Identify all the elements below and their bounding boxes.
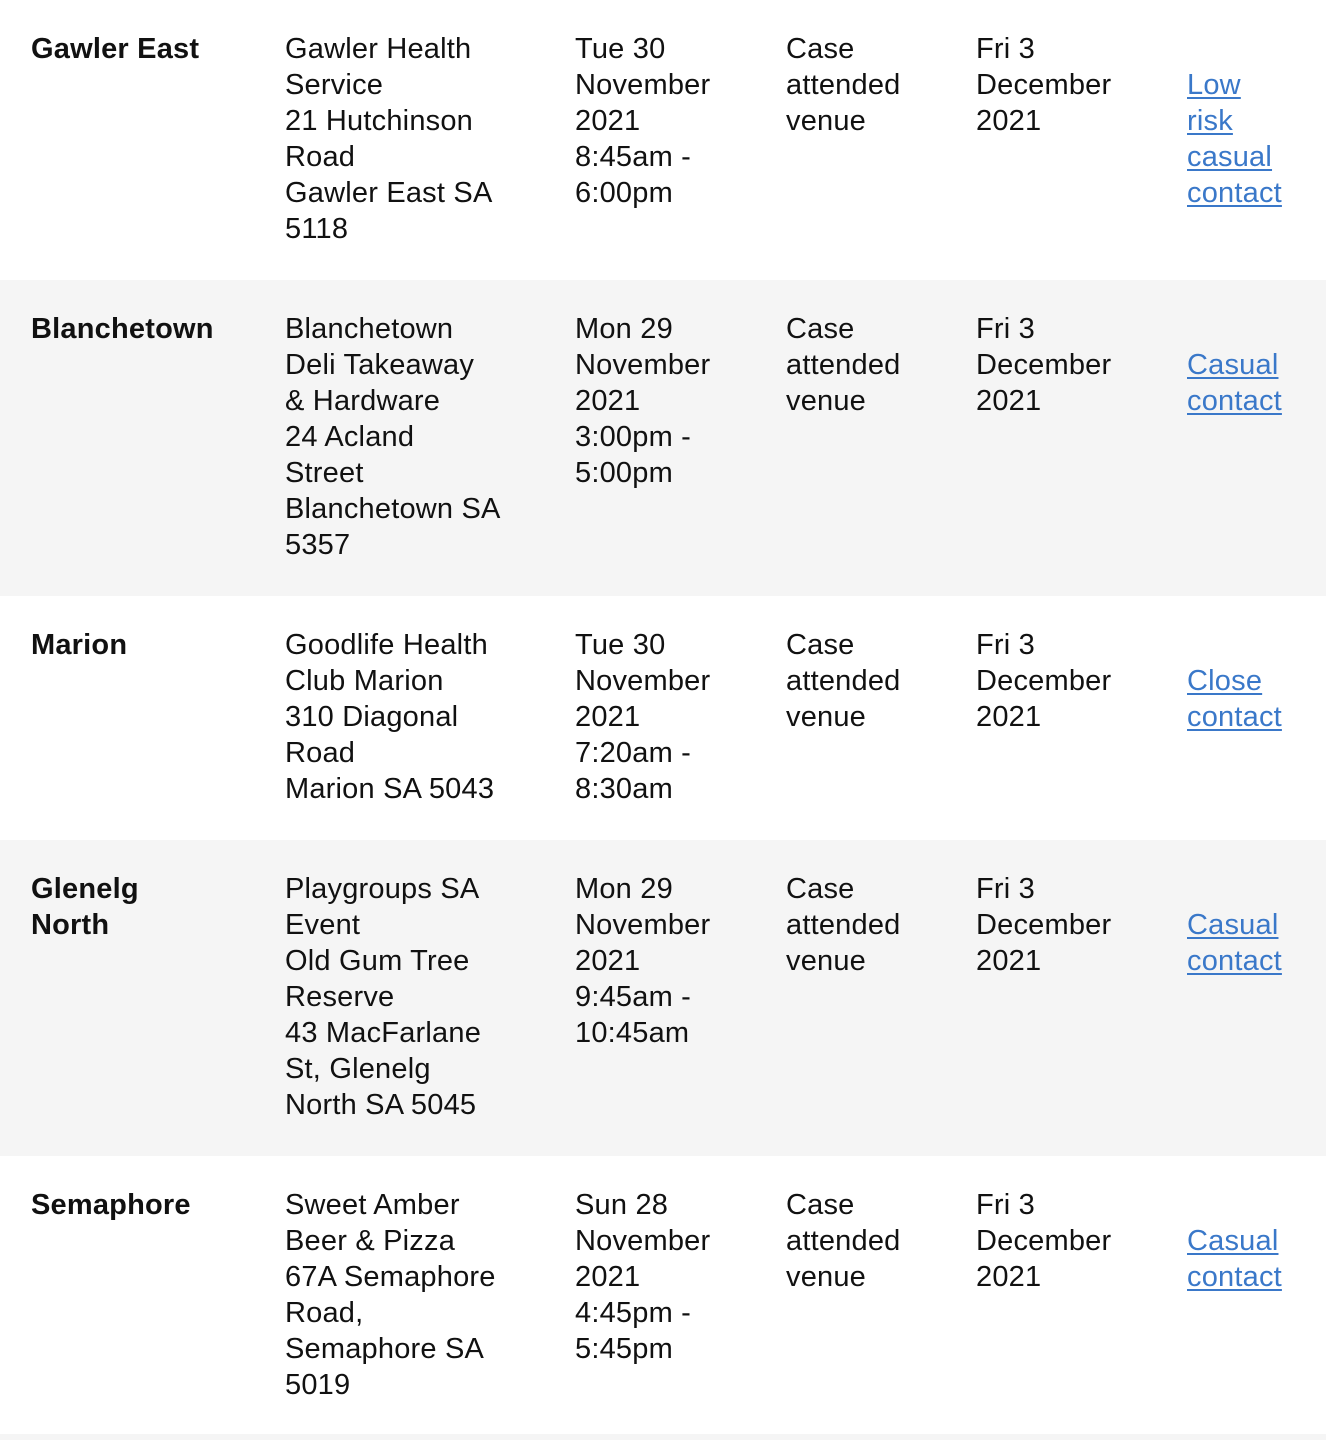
notes-cell: Case attended venue <box>786 629 901 733</box>
published-cell: Fri 3 December 2021 <box>976 33 1112 137</box>
table-row <box>0 1156 1326 1434</box>
datetime-cell: Tue 30 November 2021 7:20am - 8:30am <box>575 629 711 805</box>
datetime-cell: Tue 30 November 2021 8:45am - 6:00pm <box>575 33 711 209</box>
venue-cell: Sweet Amber Beer & Pizza 67A Semaphore Road, Semaphore SA 5019 <box>285 1189 496 1401</box>
published-cell: Fri 3 December 2021 <box>976 873 1112 977</box>
datetime-cell: Mon 29 November 2021 9:45am - 10:45am <box>575 873 711 1049</box>
notes-cell: Case attended venue <box>786 33 901 137</box>
contact-type-cell <box>1187 871 1317 979</box>
table-row <box>0 596 1326 840</box>
datetime-cell: Mon 29 November 2021 3:00pm - 5:00pm <box>575 313 711 489</box>
notes-cell: Case attended venue <box>786 873 901 977</box>
published-cell: Fri 3 December 2021 <box>976 629 1112 733</box>
suburb-cell: Semaphore <box>31 1189 191 1221</box>
venue-cell: Gawler Health Service 21 Hutchinson Road Gawler East SA 5118 <box>285 33 493 245</box>
notes-cell: Case attended venue <box>786 313 901 417</box>
suburb-cell: Glenelg North <box>31 873 139 941</box>
contact-type-link[interactable]: Close contact <box>1187 665 1282 733</box>
contact-type-link[interactable]: Casual contact <box>1187 349 1282 417</box>
suburb-cell: Gawler East <box>31 33 200 65</box>
contact-type-cell <box>1187 31 1317 211</box>
contact-type-cell <box>1187 1187 1317 1295</box>
suburb-cell: Marion <box>31 629 128 661</box>
contact-type-link[interactable]: Casual contact <box>1187 909 1282 977</box>
suburb-cell: Blanchetown <box>31 313 214 345</box>
table-row <box>0 840 1326 1156</box>
contact-type-cell <box>1187 311 1317 419</box>
published-cell: Fri 3 December 2021 <box>976 313 1112 417</box>
published-cell: Fri 3 December 2021 <box>976 1189 1112 1293</box>
datetime-cell: Sun 28 November 2021 4:45pm - 5:45pm <box>575 1189 711 1365</box>
notes-cell: Case attended venue <box>786 1189 901 1293</box>
contact-type-link[interactable]: Casual contact <box>1187 1225 1282 1293</box>
contact-type-cell <box>1187 627 1317 735</box>
next-row-edge <box>0 1434 1326 1440</box>
contact-type-link[interactable]: Low risk casual contact <box>1187 69 1282 209</box>
venue-cell: Blanchetown Deli Takeaway & Hardware 24 Acland Street Blanchetown SA 5357 <box>285 313 501 561</box>
venue-cell: Playgroups SA Event Old Gum Tree Reserve 43 MacFarlane St, Glenelg North SA 5045 <box>285 873 482 1121</box>
venue-cell: Goodlife Health Club Marion 310 Diagonal Road Marion SA 5043 <box>285 629 495 805</box>
table-row <box>0 0 1326 280</box>
table-row <box>0 280 1326 596</box>
